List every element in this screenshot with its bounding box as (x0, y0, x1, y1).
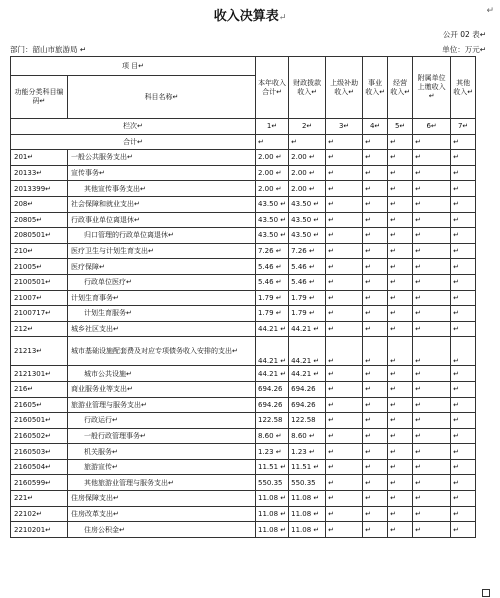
empty-cell: ↵ (363, 306, 388, 322)
table-header (11, 57, 476, 150)
fiscal-income-cell: 44.21 ↵ (289, 337, 326, 366)
empty-cell: ↵ (363, 181, 388, 197)
empty-cell: ↵ (451, 228, 476, 244)
empty-cell: ↵ (451, 196, 476, 212)
table-row (11, 337, 476, 366)
empty-cell: ↵ (363, 321, 388, 337)
func-code-cell: 21213↵ (11, 337, 68, 366)
subject-name-cell: 一般公共服务支出↵ (68, 150, 256, 166)
header-other-income: 其他收入↵ (451, 57, 476, 119)
header-subject-name: 科目名称↵ (68, 76, 256, 119)
empty-cell: ↵ (388, 165, 413, 181)
empty-cell: ↵ (388, 212, 413, 228)
empty-cell: ↵ (363, 274, 388, 290)
empty-cell: ↵ (451, 506, 476, 522)
empty-cell: ↵ (363, 428, 388, 444)
report-title: 收入决算表↵ (213, 9, 287, 24)
empty-cell: ↵ (451, 306, 476, 322)
total-income-cell: 1.79 ↵ (256, 306, 289, 322)
empty-cell: ↵ (413, 337, 451, 366)
total-income-cell: 1.79 ↵ (256, 290, 289, 306)
table-row (11, 165, 476, 181)
empty-cell: ↵ (388, 150, 413, 166)
subject-name-cell: 住房改革支出↵ (68, 506, 256, 522)
subject-name-cell: 计划生育服务↵ (68, 306, 256, 322)
subject-name-cell: 社会保障和就业支出↵ (68, 196, 256, 212)
func-code-cell: 20805↵ (11, 212, 68, 228)
total-income-cell: 694.26 (256, 397, 289, 413)
subject-name-cell: 医疗保障↵ (68, 259, 256, 275)
subject-name-cell: 归口管理的行政单位离退休↵ (68, 228, 256, 244)
empty-cell: ↵ (388, 321, 413, 337)
total-row-label: 合计↵ (11, 134, 256, 150)
table-row (11, 274, 476, 290)
empty-cell: ↵ (388, 506, 413, 522)
form-number: 公开 02 表↵ (442, 30, 486, 39)
empty-cell: ↵ (388, 444, 413, 460)
total-income-cell: 2.00 ↵ (256, 181, 289, 197)
func-code-cell: 2160599↵ (11, 475, 68, 491)
total-income-cell: 5.46 ↵ (256, 274, 289, 290)
empty-cell: ↵ (451, 243, 476, 259)
column-index: 1↵ (256, 119, 289, 135)
fiscal-income-cell: 11.08 ↵ (289, 506, 326, 522)
total-income-cell: 2.00 ↵ (256, 165, 289, 181)
table-row (11, 444, 476, 460)
empty-cell: ↵ (413, 522, 451, 538)
empty-cell: ↵ (326, 181, 363, 197)
func-code-cell: 20133↵ (11, 165, 68, 181)
empty-cell: ↵ (326, 413, 363, 429)
empty-cell: ↵ (451, 428, 476, 444)
header-business-income: 事业收入↵ (363, 57, 388, 119)
header-fiscal-income: 财政拨款收入↵ (289, 57, 326, 119)
empty-cell: ↵ (363, 397, 388, 413)
empty-cell: ↵ (326, 491, 363, 507)
empty-cell: ↵ (451, 181, 476, 197)
empty-cell: ↵ (413, 428, 451, 444)
total-income-cell: 44.21 ↵ (256, 337, 289, 366)
empty-cell: ↵ (363, 381, 388, 397)
func-code-cell: 2121301↵ (11, 366, 68, 382)
table-row (11, 321, 476, 337)
total-income-cell: 44.21 ↵ (256, 321, 289, 337)
subject-name-cell: 行政运行↵ (68, 413, 256, 429)
table-row (11, 366, 476, 382)
empty-cell: ↵ (388, 428, 413, 444)
fiscal-income-cell: 2.00 ↵ (289, 150, 326, 166)
fiscal-income-cell: 44.21 ↵ (289, 366, 326, 382)
column-index: 4↵ (363, 119, 388, 135)
subject-name-cell: 其他宣传事务支出↵ (68, 181, 256, 197)
func-code-cell: 21007↵ (11, 290, 68, 306)
income-table (10, 56, 476, 538)
table-end-marker (482, 589, 490, 597)
empty-cell: ↵ (413, 165, 451, 181)
empty-cell: ↵ (388, 228, 413, 244)
subject-name-cell: 行政事业单位离退休↵ (68, 212, 256, 228)
empty-cell: ↵ (451, 413, 476, 429)
total-income-cell: 550.35 (256, 475, 289, 491)
header-operating-income: 经营收入↵ (388, 57, 413, 119)
empty-cell: ↵ (289, 134, 326, 150)
empty-cell: ↵ (363, 459, 388, 475)
unit-label: 单位：万元↵ (442, 45, 486, 54)
empty-cell: ↵ (451, 290, 476, 306)
fiscal-income-cell: 1.79 ↵ (289, 290, 326, 306)
empty-cell: ↵ (388, 413, 413, 429)
empty-cell: ↵ (326, 321, 363, 337)
column-index-label: 栏次↵ (11, 119, 256, 135)
table-body (11, 150, 476, 538)
column-index: 7↵ (451, 119, 476, 135)
empty-cell: ↵ (413, 181, 451, 197)
subject-name-cell: 旅游业管理与服务支出↵ (68, 397, 256, 413)
func-code-cell: 212↵ (11, 321, 68, 337)
empty-cell: ↵ (451, 274, 476, 290)
empty-cell: ↵ (363, 228, 388, 244)
table-row (11, 196, 476, 212)
empty-cell: ↵ (451, 491, 476, 507)
fiscal-income-cell: 2.00 ↵ (289, 165, 326, 181)
empty-cell: ↵ (363, 444, 388, 460)
empty-cell: ↵ (388, 397, 413, 413)
empty-cell: ↵ (326, 522, 363, 538)
fiscal-income-cell: 43.50 ↵ (289, 228, 326, 244)
empty-cell: ↵ (326, 444, 363, 460)
empty-cell: ↵ (451, 475, 476, 491)
empty-cell: ↵ (388, 290, 413, 306)
empty-cell: ↵ (326, 428, 363, 444)
empty-cell: ↵ (326, 243, 363, 259)
empty-cell: ↵ (451, 337, 476, 366)
empty-cell: ↵ (413, 413, 451, 429)
table-row (11, 428, 476, 444)
empty-cell: ↵ (388, 491, 413, 507)
fiscal-income-cell: 694.26 (289, 381, 326, 397)
header-superior-subsidy: 上级补助收入↵ (326, 57, 363, 119)
empty-cell: ↵ (451, 150, 476, 166)
paragraph-mark: ↵ (278, 13, 287, 23)
empty-cell: ↵ (326, 196, 363, 212)
empty-cell: ↵ (388, 522, 413, 538)
total-income-cell: 5.46 ↵ (256, 259, 289, 275)
empty-cell: ↵ (388, 243, 413, 259)
func-code-cell: 21605↵ (11, 397, 68, 413)
subject-name-cell: 机关服务↵ (68, 444, 256, 460)
column-index: 2↵ (289, 119, 326, 135)
fiscal-income-cell: 43.50 ↵ (289, 212, 326, 228)
empty-cell: ↵ (388, 459, 413, 475)
total-income-cell: 43.50 ↵ (256, 196, 289, 212)
total-income-cell: 8.60 ↵ (256, 428, 289, 444)
subject-name-cell: 医疗卫生与计划生育支出↵ (68, 243, 256, 259)
empty-cell: ↵ (413, 290, 451, 306)
empty-cell: ↵ (388, 196, 413, 212)
func-code-cell: 2210201↵ (11, 522, 68, 538)
empty-cell: ↵ (363, 337, 388, 366)
func-code-cell: 2160503↵ (11, 444, 68, 460)
empty-cell: ↵ (326, 306, 363, 322)
header-item: 项 目↵ (11, 57, 256, 76)
table-row (11, 212, 476, 228)
empty-cell: ↵ (413, 381, 451, 397)
func-code-cell: 21005↵ (11, 259, 68, 275)
empty-cell: ↵ (363, 506, 388, 522)
func-code-cell: 2160504↵ (11, 459, 68, 475)
empty-cell: ↵ (413, 321, 451, 337)
empty-cell: ↵ (413, 150, 451, 166)
empty-cell: ↵ (326, 228, 363, 244)
empty-cell: ↵ (363, 134, 388, 150)
subject-name-cell: 住房公积金↵ (68, 522, 256, 538)
empty-cell: ↵ (326, 381, 363, 397)
empty-cell: ↵ (326, 274, 363, 290)
empty-cell: ↵ (363, 259, 388, 275)
empty-cell: ↵ (326, 506, 363, 522)
table-row (11, 290, 476, 306)
empty-cell: ↵ (451, 212, 476, 228)
total-income-cell: 1.23 ↵ (256, 444, 289, 460)
func-code-cell: 2160501↵ (11, 413, 68, 429)
empty-cell: ↵ (326, 459, 363, 475)
fiscal-income-cell: 694.26 (289, 397, 326, 413)
fiscal-income-cell: 11.08 ↵ (289, 522, 326, 538)
empty-cell: ↵ (451, 381, 476, 397)
table-row (11, 150, 476, 166)
empty-cell: ↵ (413, 306, 451, 322)
total-income-cell: 2.00 ↵ (256, 150, 289, 166)
fiscal-income-cell: 5.46 ↵ (289, 274, 326, 290)
empty-cell: ↵ (388, 181, 413, 197)
empty-cell: ↵ (413, 228, 451, 244)
fiscal-income-cell: 43.50 ↵ (289, 196, 326, 212)
table-row (11, 522, 476, 538)
subject-name-cell: 其他旅游业管理与服务支出↵ (68, 475, 256, 491)
fiscal-income-cell: 7.26 ↵ (289, 243, 326, 259)
empty-cell: ↵ (413, 274, 451, 290)
subject-name-cell: 计划生育事务↵ (68, 290, 256, 306)
empty-cell: ↵ (388, 259, 413, 275)
func-code-cell: 201↵ (11, 150, 68, 166)
func-code-cell: 2013399↵ (11, 181, 68, 197)
empty-cell: ↵ (388, 274, 413, 290)
empty-cell: ↵ (388, 381, 413, 397)
func-code-cell: 22102↵ (11, 506, 68, 522)
total-income-cell: 7.26 ↵ (256, 243, 289, 259)
column-index: 6↵ (413, 119, 451, 135)
subject-name-cell: 城市公共设施↵ (68, 366, 256, 382)
empty-cell: ↵ (413, 243, 451, 259)
empty-cell: ↵ (451, 397, 476, 413)
header-total-income: 本年收入合计↵ (256, 57, 289, 119)
empty-cell: ↵ (388, 134, 413, 150)
subject-name-cell: 商业服务业等支出↵ (68, 381, 256, 397)
empty-cell: ↵ (451, 165, 476, 181)
empty-cell: ↵ (388, 366, 413, 382)
total-income-cell: 694.26 (256, 381, 289, 397)
empty-cell: ↵ (451, 459, 476, 475)
empty-cell: ↵ (363, 522, 388, 538)
empty-cell: ↵ (388, 337, 413, 366)
total-income-cell: 11.51 ↵ (256, 459, 289, 475)
total-income-cell: 44.21 ↵ (256, 366, 289, 382)
table-row (11, 259, 476, 275)
fiscal-income-cell: 11.08 ↵ (289, 491, 326, 507)
empty-cell: ↵ (413, 196, 451, 212)
total-income-cell: 11.08 ↵ (256, 491, 289, 507)
total-income-cell: 43.50 ↵ (256, 212, 289, 228)
header-affiliated-income: 附属单位上缴收入↵ (413, 57, 451, 119)
empty-cell: ↵ (413, 366, 451, 382)
subject-name-cell: 旅游宣传↵ (68, 459, 256, 475)
table-row (11, 413, 476, 429)
subject-name-cell: 一般行政管理事务↵ (68, 428, 256, 444)
table-row (11, 181, 476, 197)
empty-cell: ↵ (326, 150, 363, 166)
empty-cell: ↵ (413, 212, 451, 228)
func-code-cell: 208↵ (11, 196, 68, 212)
empty-cell: ↵ (256, 134, 289, 150)
table-row (11, 506, 476, 522)
subject-name-cell: 住房保障支出↵ (68, 491, 256, 507)
empty-cell: ↵ (363, 413, 388, 429)
fiscal-income-cell: 2.00 ↵ (289, 181, 326, 197)
subject-name-cell: 城乡社区支出↵ (68, 321, 256, 337)
empty-cell: ↵ (413, 506, 451, 522)
corner-paragraph-mark: ↵ (486, 6, 494, 16)
empty-cell: ↵ (363, 150, 388, 166)
empty-cell: ↵ (363, 243, 388, 259)
header-func-code: 功能分类科目编码↵ (11, 76, 68, 119)
table-row (11, 397, 476, 413)
table-row (11, 475, 476, 491)
empty-cell: ↵ (363, 196, 388, 212)
table-row (11, 491, 476, 507)
func-code-cell: 2080501↵ (11, 228, 68, 244)
empty-cell: ↵ (413, 491, 451, 507)
empty-cell: ↵ (363, 475, 388, 491)
empty-cell: ↵ (413, 475, 451, 491)
func-code-cell: 210↵ (11, 243, 68, 259)
empty-cell: ↵ (363, 212, 388, 228)
empty-cell: ↵ (413, 444, 451, 460)
func-code-cell: 2100501↵ (11, 274, 68, 290)
department-label: 部门：韶山市旅游局 ↵ (10, 45, 87, 54)
empty-cell: ↵ (326, 366, 363, 382)
table-row (11, 228, 476, 244)
fiscal-income-cell: 1.79 ↵ (289, 306, 326, 322)
empty-cell: ↵ (326, 337, 363, 366)
total-income-cell: 43.50 ↵ (256, 228, 289, 244)
empty-cell: ↵ (413, 134, 451, 150)
empty-cell: ↵ (326, 397, 363, 413)
empty-cell: ↵ (326, 259, 363, 275)
func-code-cell: 2100717↵ (11, 306, 68, 322)
empty-cell: ↵ (413, 459, 451, 475)
empty-cell: ↵ (326, 134, 363, 150)
func-code-cell: 216↵ (11, 381, 68, 397)
table-row (11, 459, 476, 475)
fiscal-income-cell: 1.23 ↵ (289, 444, 326, 460)
empty-cell: ↵ (363, 290, 388, 306)
empty-cell: ↵ (363, 165, 388, 181)
empty-cell: ↵ (413, 259, 451, 275)
column-index: 3↵ (326, 119, 363, 135)
empty-cell: ↵ (451, 259, 476, 275)
total-income-cell: 11.08 ↵ (256, 506, 289, 522)
total-income-cell: 11.08 ↵ (256, 522, 289, 538)
empty-cell: ↵ (326, 165, 363, 181)
fiscal-income-cell: 44.21 ↵ (289, 321, 326, 337)
total-income-cell: 122.58 (256, 413, 289, 429)
empty-cell: ↵ (451, 321, 476, 337)
table-row (11, 243, 476, 259)
table-row (11, 306, 476, 322)
empty-cell: ↵ (326, 475, 363, 491)
table-row (11, 381, 476, 397)
fiscal-income-cell: 550.35 (289, 475, 326, 491)
func-code-cell: 221↵ (11, 491, 68, 507)
column-index: 5↵ (388, 119, 413, 135)
fiscal-income-cell: 122.58 (289, 413, 326, 429)
empty-cell: ↵ (413, 397, 451, 413)
subject-name-cell: 宣传事务↵ (68, 165, 256, 181)
fiscal-income-cell: 11.51 ↵ (289, 459, 326, 475)
empty-cell: ↵ (388, 475, 413, 491)
subject-name-cell: 行政单位医疗↵ (68, 274, 256, 290)
fiscal-income-cell: 8.60 ↵ (289, 428, 326, 444)
empty-cell: ↵ (451, 522, 476, 538)
empty-cell: ↵ (451, 444, 476, 460)
empty-cell: ↵ (363, 366, 388, 382)
empty-cell: ↵ (363, 491, 388, 507)
empty-cell: ↵ (326, 290, 363, 306)
empty-cell: ↵ (326, 212, 363, 228)
empty-cell: ↵ (388, 306, 413, 322)
empty-cell: ↵ (451, 134, 476, 150)
func-code-cell: 2160502↵ (11, 428, 68, 444)
subject-name-cell: 城市基础设施配套费及对应专项债务收入安排的支出↵ (68, 337, 256, 366)
fiscal-income-cell: 5.46 ↵ (289, 259, 326, 275)
empty-cell: ↵ (451, 366, 476, 382)
